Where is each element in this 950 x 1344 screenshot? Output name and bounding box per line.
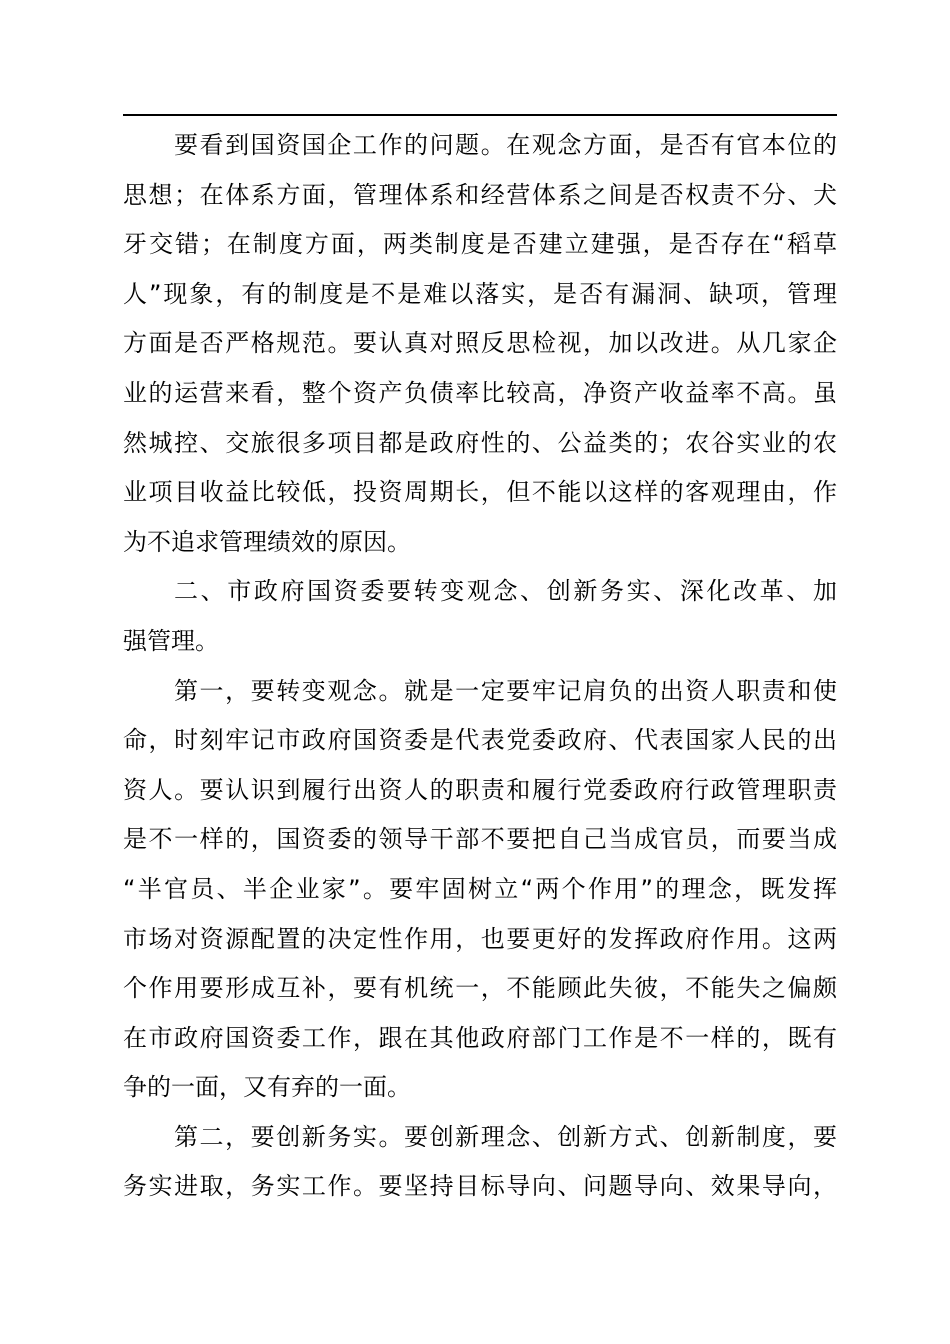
text-line: 第一，要转变观念。就是一定要牢记肩负的出资人职责和使	[174, 676, 837, 705]
text-line: 个作用要形成互补，要有机统一，不能顾此失彼，不能失之偏颇	[123, 974, 837, 1003]
paragraph-section-heading	[123, 567, 837, 666]
text-line: 在市政府国资委工作，跟在其他政府部门工作是不一样的，既有	[123, 1023, 837, 1052]
text-line: 争的一面，又有弃的一面。	[123, 1073, 411, 1102]
text-line: 第二，要创新务实。要创新理念、创新方式、创新制度，要	[174, 1122, 837, 1151]
text-line: 强管理。	[123, 626, 219, 655]
text-line: 命，时刻牢记市政府国资委是代表党委政府、代表国家人民的出	[123, 726, 837, 755]
paragraph-issues	[123, 121, 837, 567]
paragraph-second-point	[123, 1113, 837, 1212]
header-rule	[123, 114, 837, 116]
document-body	[123, 121, 837, 1212]
paragraph-first-point	[123, 667, 837, 1113]
text-line: 业项目收益比较低，投资周期长，但不能以这样的客观理由，作	[123, 478, 837, 507]
text-line: 业的运营来看，整个资产负债率比较高，净资产收益率不高。虽	[123, 378, 837, 407]
text-line: 要看到国资国企工作的问题。在观念方面，是否有官本位的	[174, 131, 837, 159]
text-line: 务实进取，务实工作。要坚持目标导向、问题导向、效果导向，	[123, 1172, 837, 1201]
text-line: 方面是否严格规范。要认真对照反思检视，加以改进。从几家企	[123, 329, 837, 358]
text-line: 人”现象，有的制度是不是难以落实，是否有漏洞、缺项，管理	[123, 279, 837, 308]
text-line: “半官员、半企业家”。要牢固树立“两个作用”的理念，既发挥	[123, 874, 837, 903]
text-line: 然城控、交旅很多项目都是政府性的、公益类的；农谷实业的农	[123, 428, 837, 457]
text-line: 资人。要认识到履行出资人的职责和履行党委政府行政管理职责	[123, 775, 837, 804]
text-line: 为不追求管理绩效的原因。	[123, 527, 411, 556]
text-line: 思想；在体系方面，管理体系和经营体系之间是否权责不分、犬	[123, 180, 837, 209]
text-line: 是不一样的，国资委的领导干部不要把自己当成官员，而要当成	[123, 825, 837, 854]
text-line: 牙交错；在制度方面，两类制度是否建立建强，是否存在“稻草	[123, 230, 837, 259]
text-line: 市场对资源配置的决定性作用，也要更好的发挥政府作用。这两	[123, 924, 837, 953]
text-line: 二、市政府国资委要转变观念、创新务实、深化改革、加	[174, 577, 837, 606]
